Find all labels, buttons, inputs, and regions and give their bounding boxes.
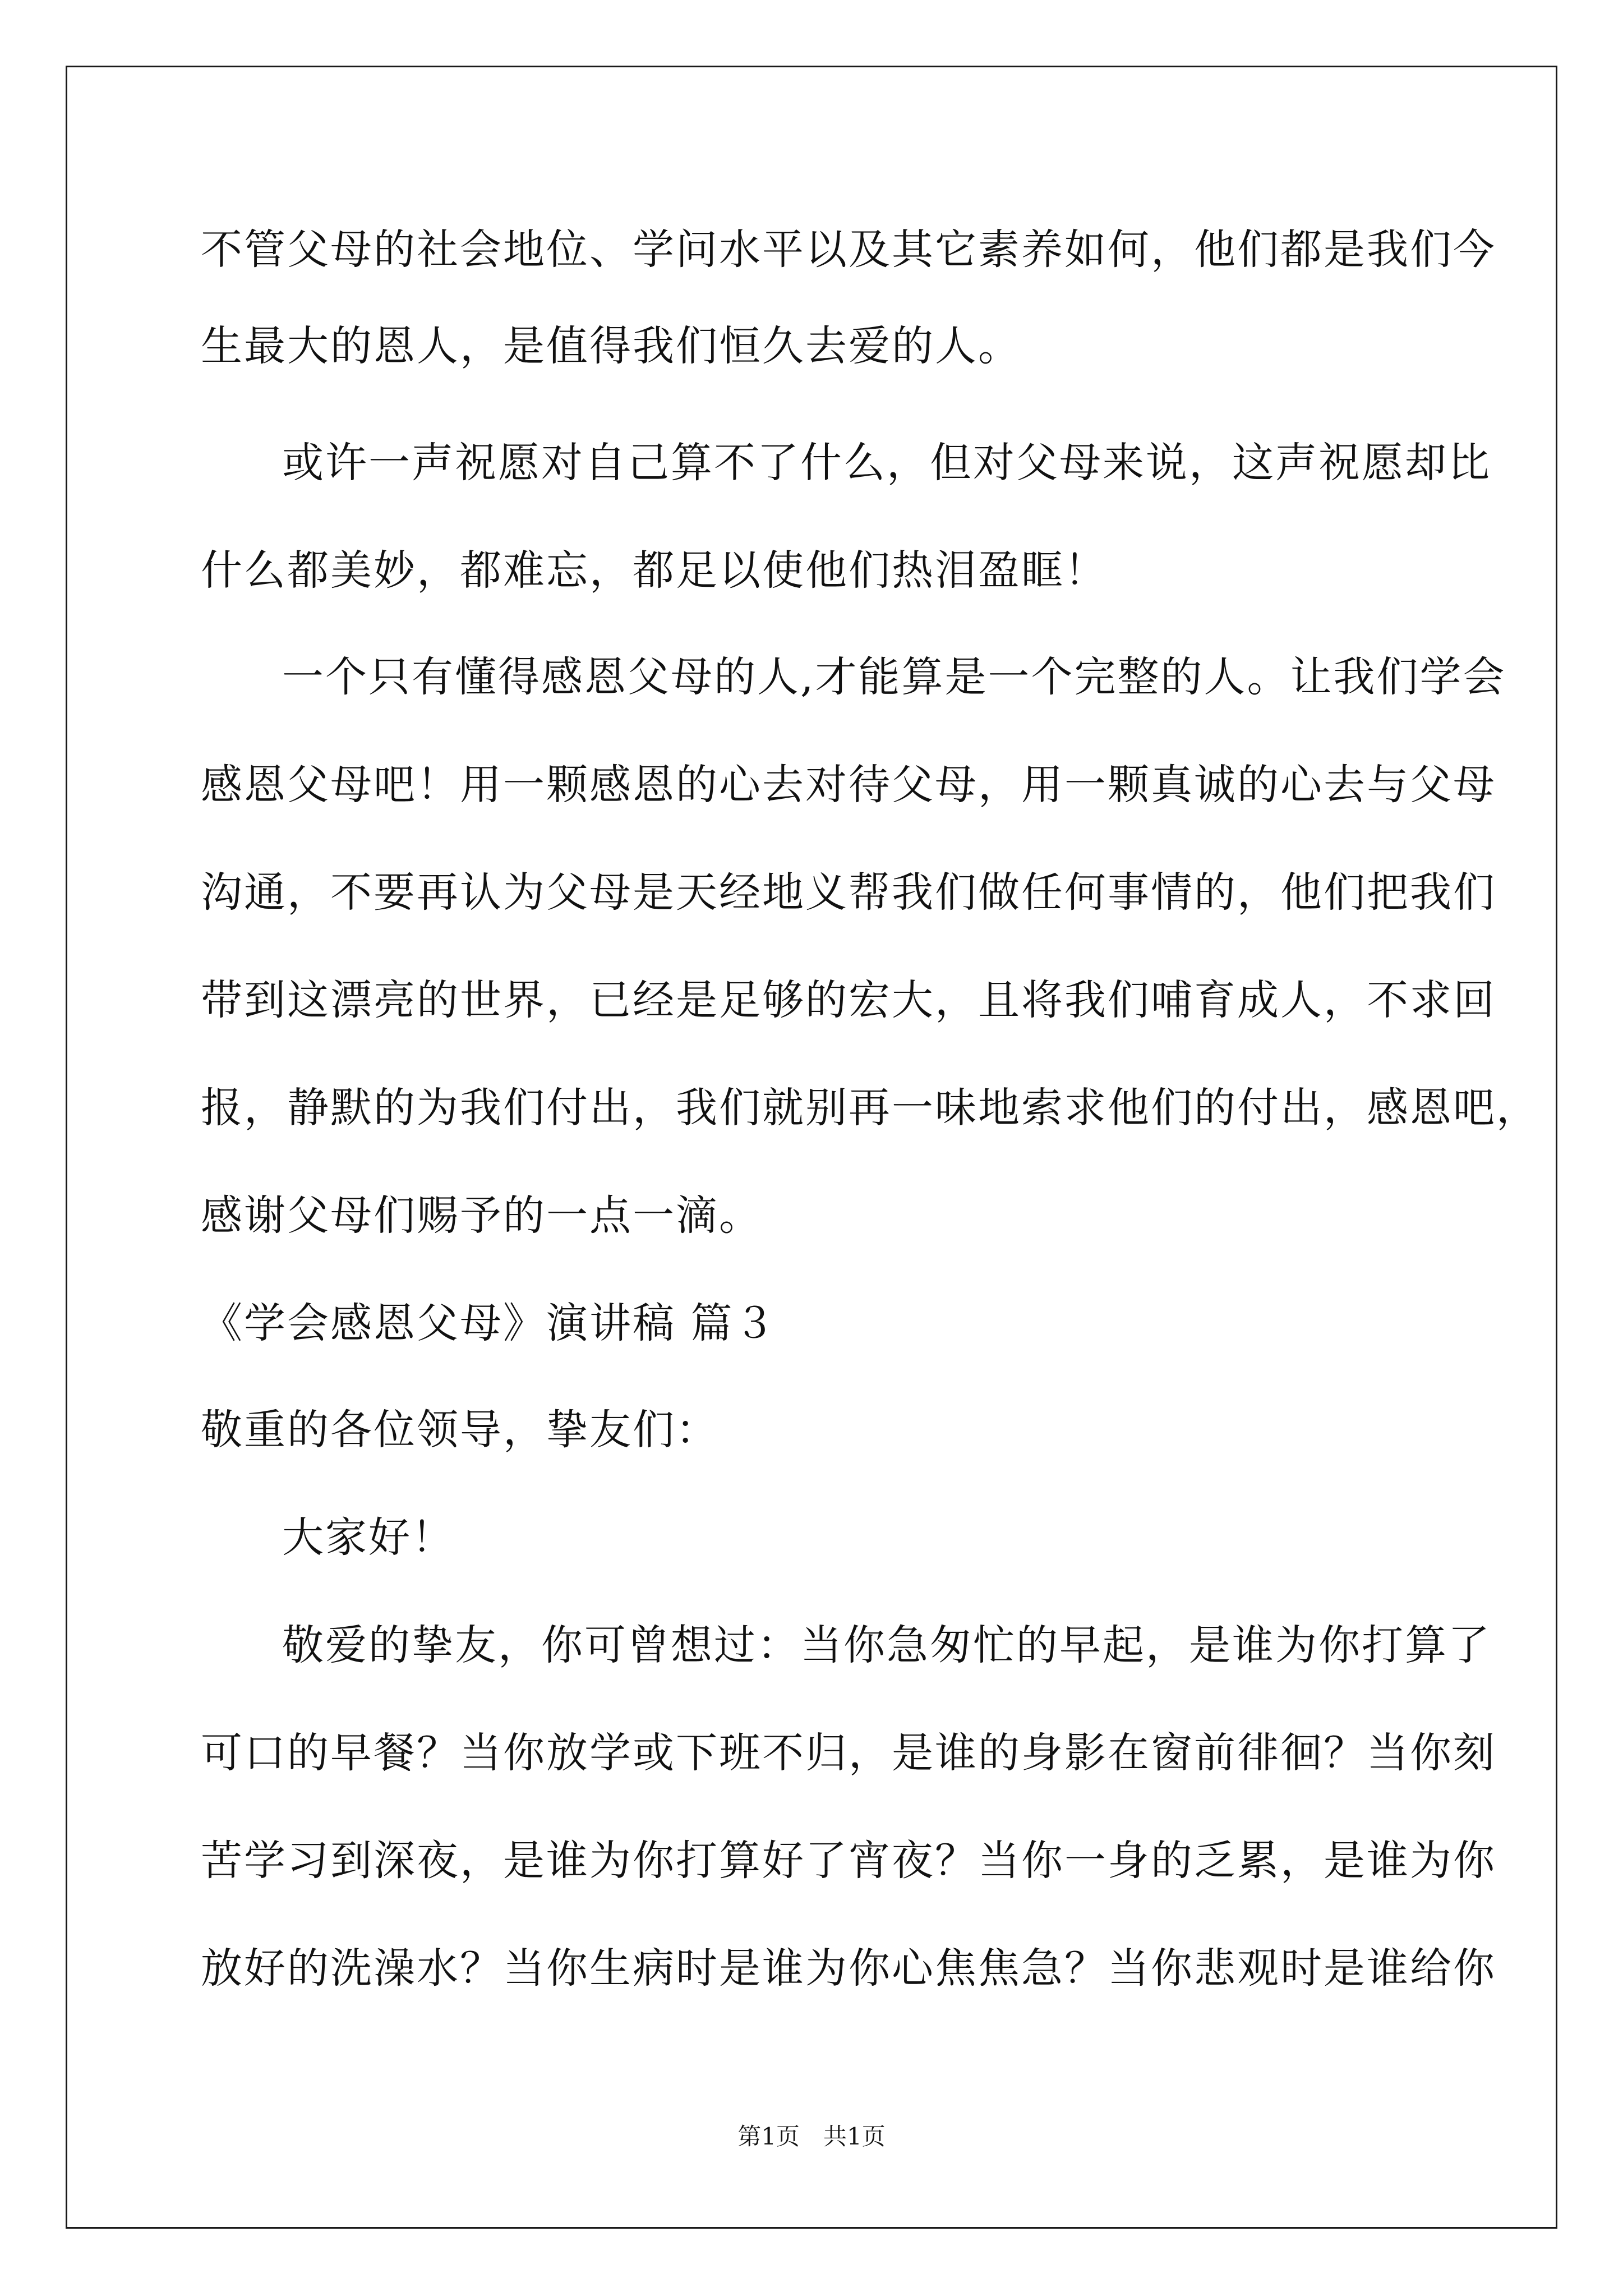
paragraph-1-line-1: 不管父母的社会地位、学问水平以及其它素养如何，他们都是我们今 [201,226,1496,274]
paragraph-2-line-2: 什么都美妙，都难忘，都足以使他们热泪盈眶！ [201,546,1108,595]
greeting: 大家好！ [282,1513,455,1562]
paragraph-3-line-6: 感谢父母们赐予的一点一滴。 [201,1191,762,1240]
paragraph-4-line-4: 放好的洗澡水？当你生病时是谁为你心焦焦急？当你悲观时是谁给你 [201,1944,1496,1993]
paragraph-3-line-1: 一个只有懂得感恩父母的人,才能算是一个完整的人。让我们学会 [282,653,1506,701]
paragraph-4-line-3: 苦学习到深夜，是谁为你打算好了宵夜？当你一身的乏累，是谁为你 [201,1837,1496,1885]
paragraph-3-line-3: 沟通，不要再认为父母是天经地义帮我们做任何事情的，他们把我们 [201,868,1496,917]
paragraph-3-line-4: 带到这漂亮的世界，已经是足够的宏大，且将我们哺育成人，不求回 [201,976,1496,1024]
paragraph-4-line-1: 敬爱的挚友，你可曾想过：当你急匆忙的早起，是谁为你打算了 [282,1621,1491,1669]
paragraph-2-line-1: 或许一声祝愿对自己算不了什么，但对父母来说，这声祝愿却比 [282,439,1491,487]
page-footer: 第1页 共1页 [737,2123,886,2150]
paragraph-4-line-2: 可口的早餐？当你放学或下班不归，是谁的身影在窗前徘徊？当你刻 [201,1729,1496,1777]
paragraph-1-line-2: 生最大的恩人，是值得我们恒久去爱的人。 [201,322,1021,370]
page-border [66,66,1557,2229]
salutation: 敬重的各位领导，挚友们： [201,1406,719,1454]
paragraph-3-line-2: 感恩父母吧！用一颗感恩的心去对待父母，用一颗真诚的心去与父母 [201,761,1496,809]
section-heading: 《学会感恩父母》演讲稿 篇３ [201,1299,777,1347]
paragraph-3-line-5: 报，静默的为我们付出，我们就别再一味地索求他们的付出，感恩吧， [201,1084,1539,1132]
